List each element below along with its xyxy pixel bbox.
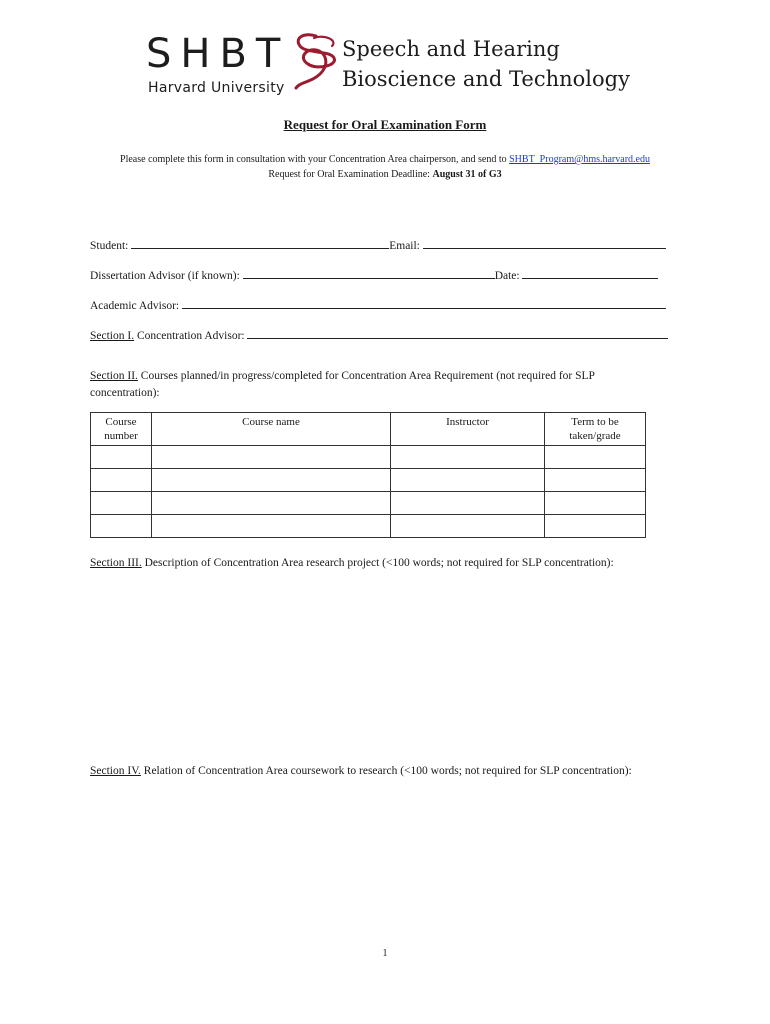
table-header-row — [91, 413, 646, 446]
table-cell[interactable] — [545, 469, 646, 492]
col-header-course-name: Course name — [152, 413, 391, 446]
table-cell[interactable] — [91, 492, 152, 515]
table-cell[interactable] — [391, 469, 545, 492]
date-field[interactable] — [522, 266, 658, 279]
swirl-logo-icon — [286, 30, 346, 94]
table-cell[interactable] — [152, 446, 391, 469]
table-cell[interactable] — [545, 492, 646, 515]
table-cell[interactable] — [545, 515, 646, 538]
dissertation-advisor-field[interactable] — [243, 266, 495, 279]
form-title-text: Request for Oral Examination Form — [283, 117, 487, 132]
concentration-advisor-field[interactable] — [247, 326, 668, 339]
table-cell[interactable] — [91, 446, 152, 469]
table-cell[interactable] — [391, 515, 545, 538]
table-cell[interactable] — [545, 446, 646, 469]
logo-shbt-text: SHBT — [146, 31, 290, 77]
section2-label: Section II. — [90, 370, 138, 382]
section4 — [90, 765, 632, 777]
table-cell[interactable] — [152, 492, 391, 515]
table-row — [91, 515, 646, 538]
instructions-line — [0, 152, 770, 167]
instructions-text: Please complete this form in consultation with your Concentration Area chairperson, and send to — [120, 154, 510, 165]
section3-text: Description of Concentration Area research project (<100 words; not required for SLP concentration): — [144, 557, 614, 569]
academic-advisor-row — [90, 296, 666, 312]
email-label: Email: — [389, 240, 420, 252]
deadline-label: Request for Oral Examination Deadline: — [268, 169, 430, 180]
academic-advisor-field[interactable] — [182, 296, 666, 309]
date-label: Date: — [494, 270, 520, 282]
form-title — [0, 117, 770, 133]
instructions — [0, 152, 770, 182]
student-field[interactable] — [131, 236, 389, 249]
table-cell[interactable] — [152, 469, 391, 492]
deadline-line — [0, 167, 770, 182]
shbt-logo — [146, 30, 666, 100]
section1-text: Concentration Advisor: — [136, 330, 245, 342]
table-cell[interactable] — [91, 469, 152, 492]
col-header-term-grade: Term to be taken/grade — [545, 413, 646, 446]
col-header-course-number: Course number — [91, 413, 152, 446]
logo-line1-text: Speech and Hearing — [342, 37, 560, 61]
logo-university-text: Harvard University — [148, 80, 285, 96]
deadline-value: August 31 of G3 — [432, 169, 502, 180]
advisor-date-row — [90, 266, 658, 282]
table-cell[interactable] — [152, 515, 391, 538]
table-row — [91, 446, 646, 469]
student-email-row — [90, 236, 666, 252]
col-header-instructor: Instructor — [391, 413, 545, 446]
section1-row — [90, 326, 668, 342]
email-field[interactable] — [423, 236, 666, 249]
logo-line2-text: Bioscience and Technology — [342, 67, 630, 91]
section3-label: Section III. — [90, 557, 142, 569]
section4-text: Relation of Concentration Area coursework to research (<100 words; not required for SLP concentration): — [143, 765, 632, 777]
table-row — [91, 492, 646, 515]
program-email-link[interactable]: SHBT_Program@hms.harvard.edu — [509, 154, 650, 165]
section2-text: Courses planned/in progress/completed for Concentration Area Requirement (not required for SLP concentration): — [90, 370, 595, 399]
section2 — [90, 368, 650, 402]
student-label: Student: — [90, 240, 129, 252]
dissertation-advisor-label: Dissertation Advisor (if known): — [90, 270, 240, 282]
academic-advisor-label: Academic Advisor: — [90, 300, 180, 312]
section1-label: Section I. — [90, 330, 135, 342]
page-number: 1 — [382, 948, 388, 959]
table-cell[interactable] — [391, 492, 545, 515]
table-cell[interactable] — [391, 446, 545, 469]
section3 — [90, 557, 614, 569]
table-cell[interactable] — [91, 515, 152, 538]
courses-table — [90, 412, 646, 538]
section4-label: Section IV. — [90, 765, 141, 777]
table-row — [91, 469, 646, 492]
